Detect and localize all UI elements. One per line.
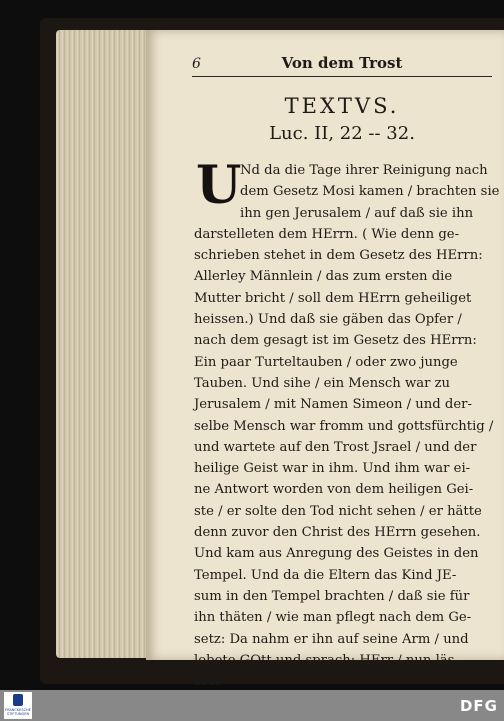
text-line: lobete GOtt und sprach: HErr / nun läs- xyxy=(194,652,459,668)
text-line: denn zuvor den Christ des HErrn gesehen. xyxy=(194,525,481,541)
text-line: Ein paar Turteltauben / oder zwo junge xyxy=(194,354,458,370)
book-page xyxy=(146,30,504,690)
text-line: ne Antwort worden von dem heiligen Gei- xyxy=(194,482,474,498)
text-line: sest xyxy=(194,674,221,690)
text-line: schrieben stehet in dem Gesetz des HErrn: xyxy=(194,248,483,264)
body-text xyxy=(194,155,500,692)
text-line: Mutter bricht / soll dem HErrn geheiliget xyxy=(194,290,472,306)
text-line: selbe Mensch war fromm und gottsfürchtig / xyxy=(194,418,494,434)
text-line: Nd da die Tage ihrer Reinigung nach xyxy=(240,163,488,178)
drop-cap: U xyxy=(196,155,242,216)
text-line: dem Gesetz Mosi kamen / brachten sie xyxy=(240,184,500,200)
text-line: Und kam aus Anregung des Geistes in den xyxy=(194,546,479,562)
bible-reference: Luc. II, 22 -- 32. xyxy=(269,123,415,144)
francke-logo[interactable] xyxy=(4,692,32,719)
text-line: setz: Da nahm er ihn auf seine Arm / und xyxy=(194,631,469,647)
running-head: Von dem Trost xyxy=(281,54,403,72)
section-title: TEXTVS. xyxy=(284,94,400,118)
page-edges xyxy=(56,30,148,658)
text-line: ste / er solte den Tod nicht sehen / er hätte xyxy=(194,503,482,519)
text-line: Jerusalem / mit Namen Simeon / und der- xyxy=(194,397,472,413)
text-line: ihn gen Jerusalem / auf daß sie ihn xyxy=(240,205,474,221)
text-line: darstelleten dem HErrn. ( Wie denn ge- xyxy=(194,226,460,242)
text-line: Allerley Männlein / das zum ersten die xyxy=(194,269,453,285)
text-line: ihn thäten / wie man pflegt nach dem Ge- xyxy=(194,610,472,626)
page-header xyxy=(192,52,492,77)
text-line: sum in den Tempel brachten / daß sie für xyxy=(194,588,470,604)
text-line: heissen.) Und daß sie gäben das Opfer / xyxy=(194,312,462,328)
logo-icon xyxy=(13,694,23,706)
viewer-footer-bar xyxy=(0,690,504,721)
text-line: nach dem gesagt ist im Gesetz des HErrn: xyxy=(194,333,477,349)
page-number: 6 xyxy=(192,56,201,72)
text-line: und wartete auf den Trost Jsrael / und der xyxy=(194,439,477,455)
text-line: Tempel. Und da die Eltern das Kind JE- xyxy=(194,567,457,583)
logo-text: FRANCKESCHE STIFTUNGEN xyxy=(5,708,31,716)
dfg-logo[interactable]: DFG xyxy=(459,697,498,715)
text-line: heilige Geist war in ihm. Und ihm war ei- xyxy=(194,461,471,477)
text-line: Tauben. Und sihe / ein Mensch war zu xyxy=(194,375,451,391)
